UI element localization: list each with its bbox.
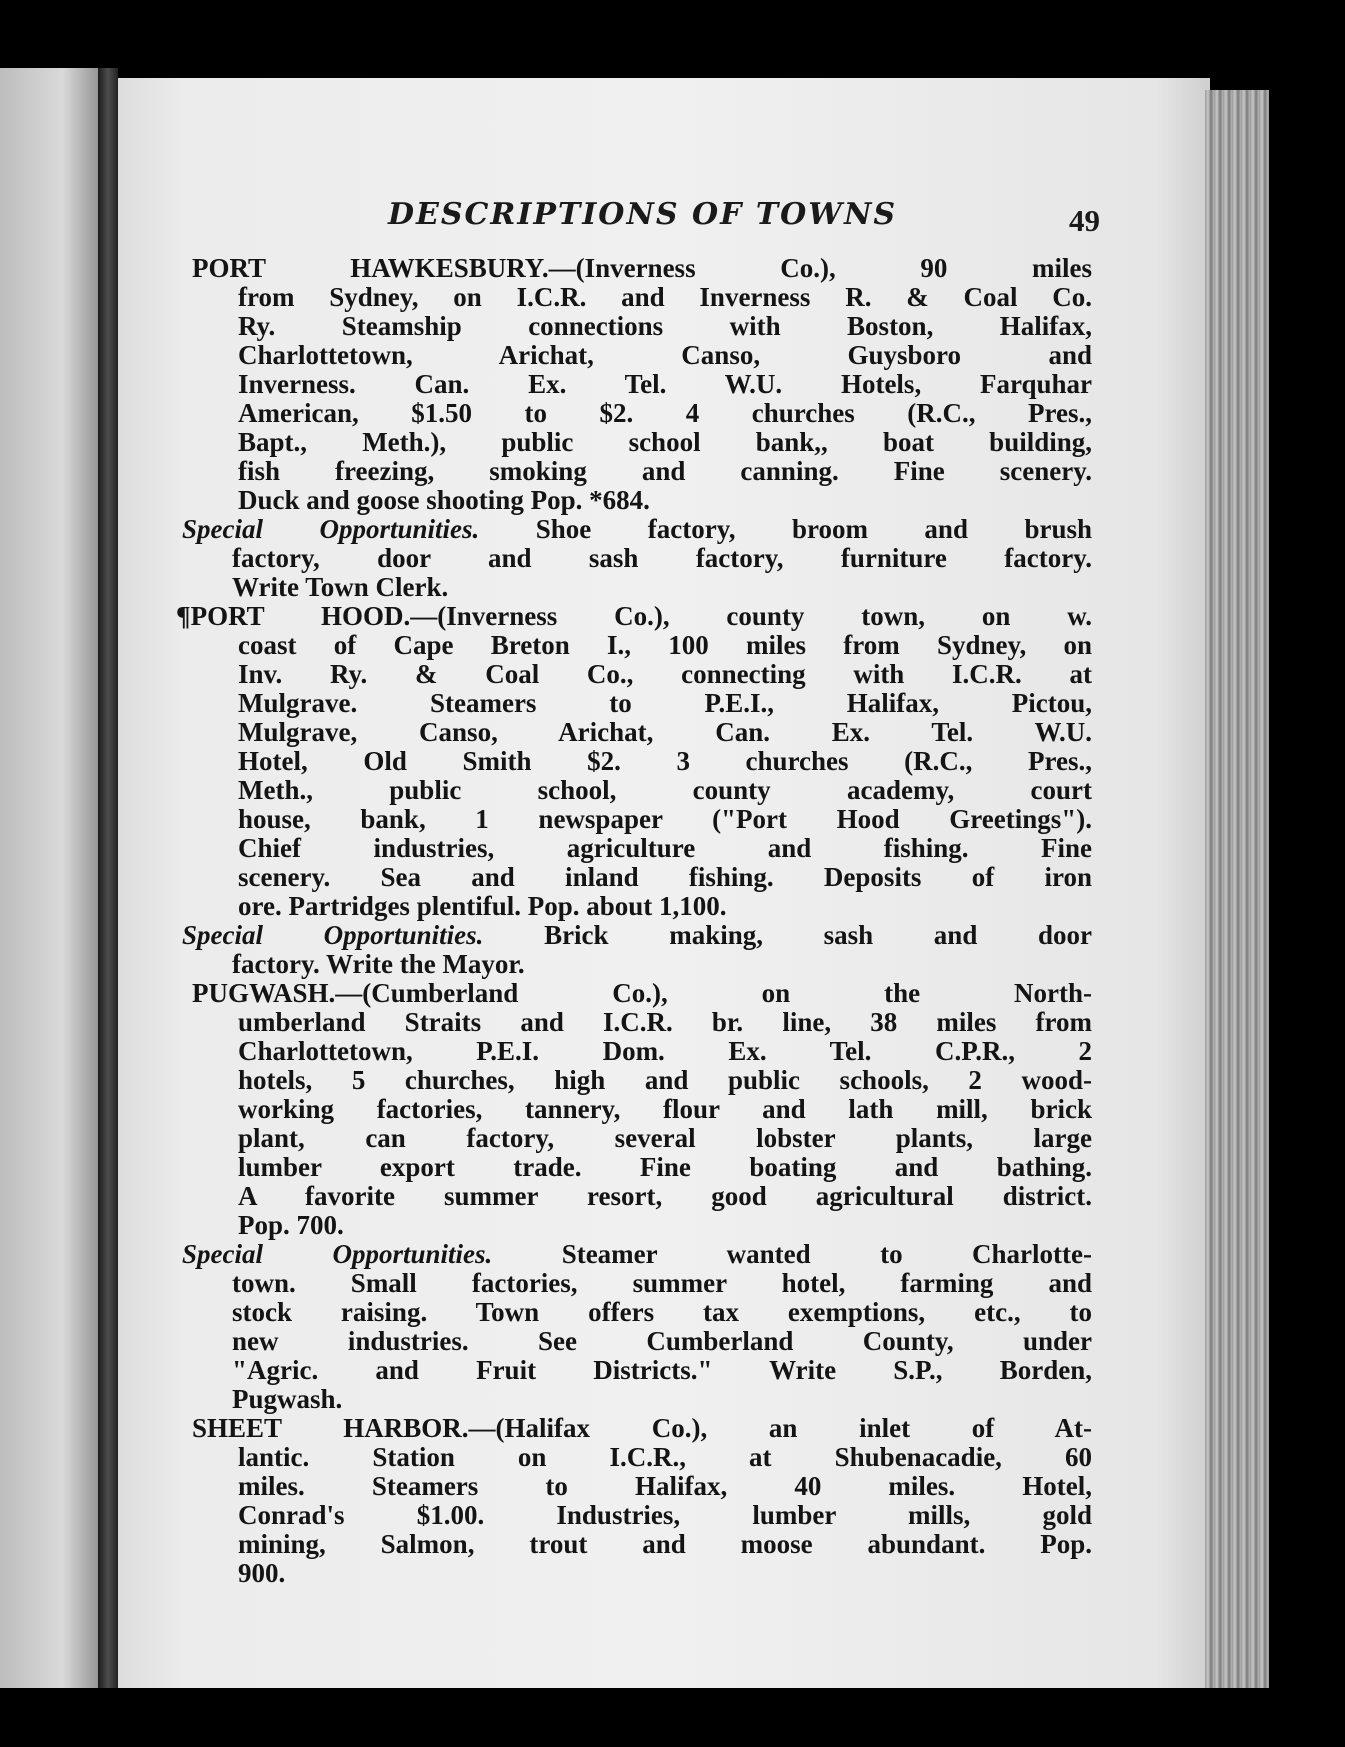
opportunities-line: factory, door and sash factory, furniture factory.	[232, 543, 1092, 573]
entry-line: Bapt., Meth.), public school bank,, boat building,	[238, 427, 1092, 457]
entry-line: Conrad's $1.00. Industries, lumber mills, gold	[238, 1500, 1092, 1530]
opportunities-line	[182, 921, 1092, 950]
entry-line: umberland Straits and I.C.R. br. line, 38 miles from	[238, 1007, 1092, 1037]
entry-line: mining, Salmon, trout and moose abundant. Pop.	[238, 1529, 1092, 1559]
pilcrow-mark: ¶	[176, 601, 191, 631]
opportunities-line: stock raising. Town offers tax exemptions, etc., to	[232, 1297, 1092, 1327]
entry-line: SHEET HARBOR.—(Halifax Co.), an inlet of At-	[192, 1413, 1092, 1443]
opportunities-text: Shoe factory, broom and brush	[479, 514, 1092, 544]
entry-line: lumber export trade. Fine boating and bathing.	[238, 1152, 1092, 1182]
opportunities-text: Brick making, sash and door	[483, 920, 1092, 950]
opportunities-label: Special Opportunities.	[182, 920, 484, 950]
entry-line: Mulgrave. Steamers to P.E.I., Halifax, Pictou,	[238, 688, 1092, 718]
entry-line	[176, 601, 1092, 631]
running-title: DESCRIPTIONS OF TOWNS	[388, 197, 898, 232]
entry-line: Hotel, Old Smith $2. 3 churches (R.C., Pres.,	[238, 746, 1092, 776]
page-header	[388, 197, 1100, 245]
opportunities-line: town. Small factories, summer hotel, farming and	[232, 1268, 1092, 1298]
opportunities-line: new industries. See Cumberland County, under	[232, 1326, 1092, 1356]
page-number: 49	[1069, 203, 1100, 238]
entry-line: working factories, tannery, flour and lath mill, brick	[238, 1094, 1092, 1124]
entry-line: plant, can factory, several lobster plants, large	[238, 1123, 1092, 1153]
scan-top-border	[0, 0, 1345, 68]
opportunities-line: Write Town Clerk.	[232, 572, 449, 602]
entry-line: A favorite summer resort, good agricultural district.	[238, 1181, 1092, 1211]
entry-line: Inverness. Can. Ex. Tel. W.U. Hotels, Farquhar	[238, 369, 1092, 399]
entry-line: Duck and goose shooting Pop. *684.	[238, 485, 650, 515]
entry-line: Chief industries, agriculture and fishing. Fine	[238, 833, 1092, 863]
entry-line: ore. Partridges plentiful. Pop. about 1,100.	[238, 891, 727, 921]
entry-line: Charlottetown, P.E.I. Dom. Ex. Tel. C.P.R., 2	[238, 1036, 1092, 1066]
entry-sheet-harbor	[192, 1414, 1092, 1588]
entry-port-hawkesbury	[182, 253, 1092, 602]
opportunities-line: "Agric. and Fruit Districts." Write S.P., Borden,	[232, 1355, 1092, 1385]
entry-line: Inv. Ry. & Coal Co., connecting with I.C.R. at	[238, 659, 1092, 689]
entry-line: Pop. 700.	[238, 1210, 344, 1240]
entry-line: Ry. Steamship connections with Boston, Halifax,	[238, 311, 1092, 341]
entry-line: hotels, 5 churches, high and public schools, 2 wood-	[238, 1065, 1092, 1095]
entry-line: PUGWASH.—(Cumberland Co.), on the North-	[192, 978, 1092, 1008]
entry-line: 900.	[238, 1558, 286, 1588]
page-stack-edge	[1205, 90, 1269, 1688]
opportunities-label: Special Opportunities.	[182, 1239, 493, 1269]
entry-line: Charlottetown, Arichat, Canso, Guysboro and	[238, 340, 1092, 370]
entry-heading-line: PORT HOOD.—(Inverness Co.), county town, on w.	[190, 601, 1092, 631]
opportunities-line	[182, 515, 1092, 544]
opportunities-line: Pugwash.	[232, 1384, 343, 1414]
entry-line: house, bank, 1 newspaper ("Port Hood Greetings").	[238, 804, 1092, 834]
entry-line: fish freezing, smoking and canning. Fine scenery.	[238, 456, 1092, 486]
book-gutter	[98, 68, 118, 1688]
entry-line: American, $1.50 to $2. 4 churches (R.C., Pres.,	[238, 398, 1092, 428]
entry-line: coast of Cape Breton I., 100 miles from Sydney, on	[238, 630, 1092, 660]
facing-page-edge	[0, 68, 104, 1688]
entry-line: PORT HAWKESBURY.—(Inverness Co.), 90 miles	[192, 253, 1092, 283]
scan-right-border	[1269, 68, 1345, 1747]
town-descriptions	[176, 253, 1092, 1588]
entry-pugwash	[182, 978, 1092, 1414]
opportunities-line: factory. Write the Mayor.	[232, 949, 525, 979]
entry-line: scenery. Sea and inland fishing. Deposits of iron	[238, 862, 1092, 892]
entry-line: miles. Steamers to Halifax, 40 miles. Hotel,	[238, 1471, 1092, 1501]
entry-line: from Sydney, on I.C.R. and Inverness R. & Coal Co.	[238, 282, 1092, 312]
opportunities-line	[182, 1240, 1092, 1269]
opportunities-label: Special Opportunities.	[182, 514, 480, 544]
entry-line: Mulgrave, Canso, Arichat, Can. Ex. Tel. W.U.	[238, 717, 1092, 747]
opportunities-text: Steamer wanted to Charlotte-	[492, 1239, 1092, 1269]
entry-line: lantic. Station on I.C.R., at Shubenacadie, 60	[238, 1442, 1092, 1472]
scan-bottom-border	[0, 1688, 1345, 1747]
entry-line: Meth., public school, county academy, court	[238, 775, 1092, 805]
entry-port-hood	[176, 601, 1092, 979]
